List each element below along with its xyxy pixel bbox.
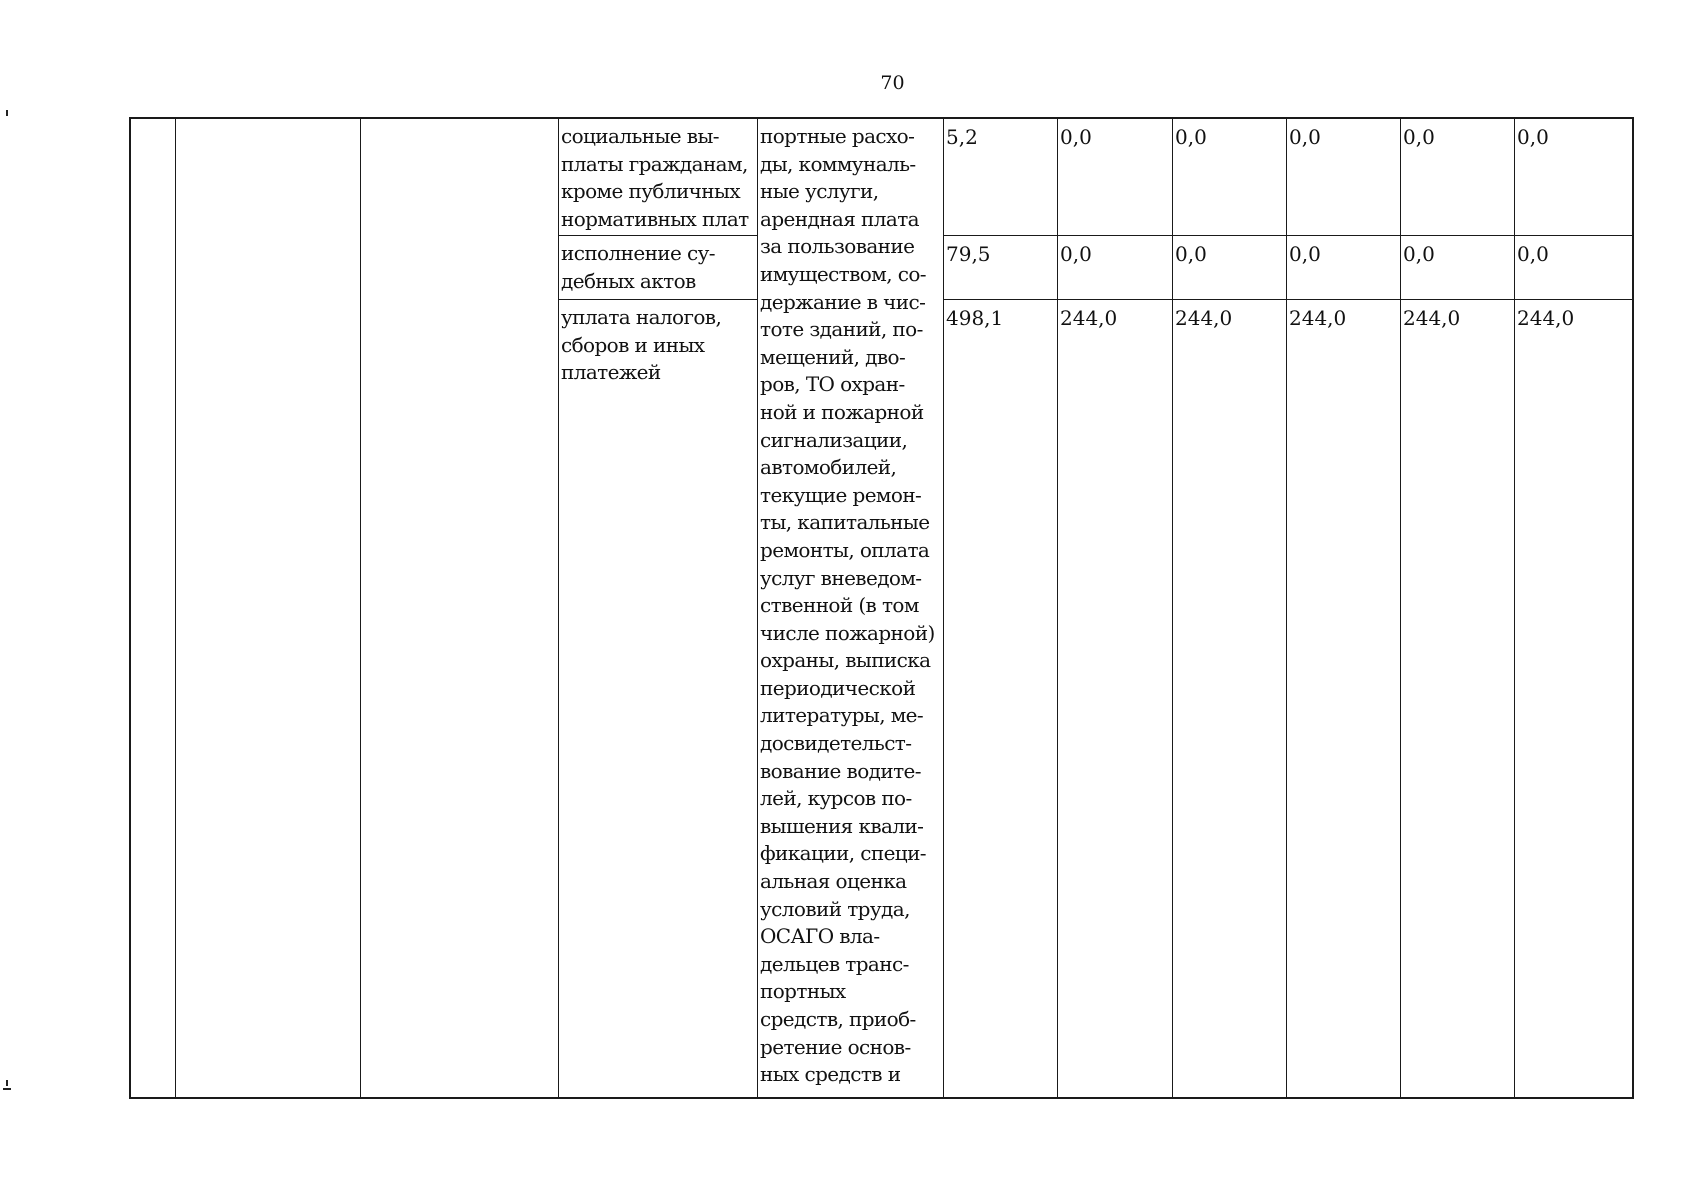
column-divider [558, 117, 559, 1099]
value-cell: 244,0 [1289, 306, 1347, 330]
row-divider [558, 299, 757, 300]
value-cell: 0,0 [1289, 125, 1321, 149]
column-divider [1172, 117, 1173, 1099]
page-number: 70 [880, 72, 905, 94]
value-cell: 0,0 [1175, 125, 1207, 149]
row-divider [943, 299, 1634, 300]
value-cell: 0,0 [1175, 242, 1207, 266]
column-divider [1400, 117, 1401, 1099]
column-divider [175, 117, 176, 1099]
value-cell: 0,0 [1060, 242, 1092, 266]
description-cell: портные расхо- ды, коммуналь- ные услуги, арендная плата за пользование имуществом, со- держание в чис- тоте зданий, по- мещений, дво- ров, ТО охран- ной и пожарной сигнализации, автомобилей, текущие ремон- ты, капитальные ремонты, оплата услуг вневедом- ственной (в том числе пожарной) охраны, выписка периодической литературы, ме- досвидетельст- вование водите- лей, курсов по- вышения квали- фикации, специ- альная оценка условий труда, ОСАГО вла- дельцев транс- портных средств, приоб- ретение основ- ных средств и [760, 124, 935, 1087]
value-cell: 79,5 [946, 242, 991, 266]
column-divider [757, 117, 758, 1099]
value-cell: 244,0 [1403, 306, 1461, 330]
value-cell: 0,0 [1517, 125, 1549, 149]
value-cell: 0,0 [1403, 242, 1435, 266]
column-divider [943, 117, 944, 1099]
column-divider [1057, 117, 1058, 1099]
scan-mark [3, 1088, 11, 1090]
row-divider [558, 235, 757, 236]
row-divider [943, 235, 1634, 236]
column-divider [1286, 117, 1287, 1099]
column-divider [1514, 117, 1515, 1099]
category-cell-social-payments: социальные вы- платы гражданам, кроме публичных нормативных плат [561, 124, 749, 231]
value-cell: 0,0 [1517, 242, 1549, 266]
value-cell: 0,0 [1403, 125, 1435, 149]
value-cell: 498,1 [946, 306, 1004, 330]
column-divider [360, 117, 361, 1099]
scan-mark [6, 110, 8, 116]
value-cell: 0,0 [1060, 125, 1092, 149]
category-cell-taxes: уплата налогов, сборов и иных платежей [561, 305, 722, 385]
value-cell: 0,0 [1289, 242, 1321, 266]
value-cell: 244,0 [1175, 306, 1233, 330]
value-cell: 5,2 [946, 125, 978, 149]
category-cell-court-acts: исполнение су- дебных актов [561, 241, 715, 293]
value-cell: 244,0 [1517, 306, 1575, 330]
value-cell: 244,0 [1060, 306, 1118, 330]
scan-mark [6, 1080, 8, 1086]
